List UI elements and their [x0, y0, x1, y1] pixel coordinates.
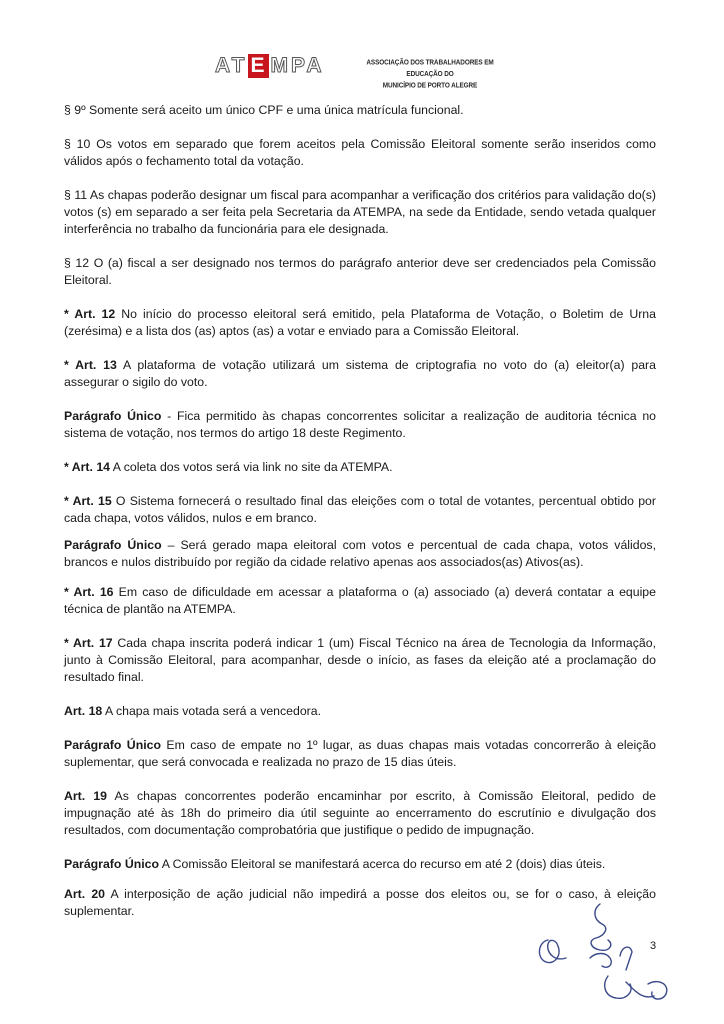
- paragraph-text: § 9º Somente será aceito um único CPF e uma única matrícula funcional.: [64, 103, 464, 117]
- article-heading: * Art. 14: [64, 460, 111, 474]
- paragraph: [64, 856, 656, 873]
- page-number: 3: [650, 940, 657, 952]
- article-heading: Parágrafo Único: [64, 538, 162, 552]
- paragraph-text: A plataforma de votação utilizará um sistema de criptografia no voto do (a) eleitor(a) para assegurar o sigilo do voto.: [64, 358, 656, 389]
- paragraph-text: No início do processo eleitoral será emitido, pela Plataforma de Votação, o Boletim de Urna (zerésima) e a lista dos (as) aptos (as) a votar e enviado para a Comissão Eleitoral.: [64, 307, 656, 338]
- paragraph-text: As chapas concorrentes poderão encaminhar por escrito, à Comissão Eleitoral, pedido de impugnação até às 18h do primeiro dia útil seguinte ao encerramento do escrutínio e divulgação dos resultados, com documentação comprobatória que justifique o pedido de impugnação.: [64, 789, 656, 837]
- logo-text-pre: AT: [215, 54, 248, 77]
- article-heading: Parágrafo Único: [64, 857, 159, 871]
- paragraph-text: O Sistema fornecerá o resultado final das eleições com o total de votantes, percentual obtido por cada chapa, votos válidos, nulos e em branco.: [64, 494, 656, 525]
- paragraph-text: § 12 O (a) fiscal a ser designado nos termos do parágrafo anterior deve ser credenciados pela Comissão Eleitoral.: [64, 256, 656, 287]
- paragraph-text: Em caso de dificuldade em acessar a plataforma o (a) associado (a) deverá contatar a equipe técnica de plantão na ATEMPA.: [64, 585, 656, 616]
- document-body: [64, 102, 656, 937]
- paragraph: [64, 493, 656, 527]
- association-name-line2: MUNICÍPIO DE PORTO ALEGRE: [382, 81, 478, 90]
- paragraph: [64, 584, 656, 618]
- paragraph: [64, 537, 656, 571]
- association-name: [355, 58, 505, 93]
- paragraph-text: A coleta dos votos será via link no site da ATEMPA.: [110, 460, 393, 474]
- article-heading: * Art. 15: [64, 494, 112, 508]
- paragraph-text: A interposição de ação judicial não impedirá a posse dos eleitos ou, se for o caso, à eleição suplementar.: [64, 887, 656, 918]
- paragraph: [64, 408, 656, 442]
- paragraph: [64, 255, 656, 289]
- paragraph-text: A chapa mais votada será a vencedora.: [102, 704, 322, 718]
- paragraph: [64, 306, 656, 340]
- logo-text-e: E: [250, 54, 268, 77]
- article-heading: Art. 20: [64, 887, 106, 901]
- article-heading: * Art. 17: [64, 636, 113, 650]
- association-name-line1: ASSOCIAÇÃO DOS TRABALHADORES EM EDUCAÇÃO DO: [366, 58, 494, 79]
- paragraph: [64, 737, 656, 771]
- paragraph-text: § 10 Os votos em separado que forem aceitos pela Comissão Eleitoral somente serão inseridos como válidos após o fechamento total da votação.: [64, 137, 656, 168]
- article-heading: * Art. 16: [64, 585, 114, 599]
- article-heading: Parágrafo Único: [64, 738, 161, 752]
- atempa-logo: [215, 54, 325, 78]
- article-heading: * Art. 13: [64, 358, 117, 372]
- paragraph: [64, 788, 656, 839]
- paragraph: [64, 136, 656, 170]
- article-heading: Art. 19: [64, 789, 108, 803]
- paragraph: [64, 459, 656, 476]
- handwritten-signatures: [530, 900, 690, 1010]
- paragraph-text: A Comissão Eleitoral se manifestará acerca do recurso em até 2 (dois) dias úteis.: [158, 857, 606, 871]
- paragraph: [64, 635, 656, 686]
- paragraph: [64, 187, 656, 238]
- article-heading: Art. 18: [64, 704, 103, 718]
- paragraph-text: – Será gerado mapa eleitoral com votos e percentual de cada chapa, votos válidos, brancos e nulos distribuído por região da cidade relativo apenas aos associados(as) Ativos(as).: [64, 538, 657, 569]
- article-heading: * Art. 12: [64, 307, 116, 321]
- paragraph-text: Em caso de empate no 1º lugar, as duas chapas mais votadas concorrerão à eleição suplementar, que será convocada e realizada no prazo de 15 dias úteis.: [64, 738, 657, 769]
- paragraph-text: Cada chapa inscrita poderá indicar 1 (um) Fiscal Técnico na área de Tecnologia da Informação, junto à Comissão Eleitoral, para acompanhar, desde o início, as fases da eleição até a proclamação do resultado final.: [64, 636, 656, 684]
- paragraph: [64, 357, 656, 391]
- letterhead: [215, 50, 515, 90]
- paragraph-text: § 11 As chapas poderão designar um fiscal para acompanhar a verificação dos critérios para validação do(s) votos (s) em separado a ser feita pela Secretaria da ATEMPA, na sede da Entidade, sendo vetada qualquer interferência no trabalho da funcionária para ele designada.: [64, 188, 656, 236]
- paragraph: [64, 703, 656, 720]
- logo-text-post: MPA: [270, 54, 325, 77]
- paragraph-text: - Fica permitido às chapas concorrentes solicitar a realização de auditoria técnica no sistema de votação, nos termos do artigo 18 deste Regimento.: [64, 409, 656, 440]
- article-heading: Parágrafo Único: [64, 409, 162, 423]
- paragraph: [64, 102, 656, 119]
